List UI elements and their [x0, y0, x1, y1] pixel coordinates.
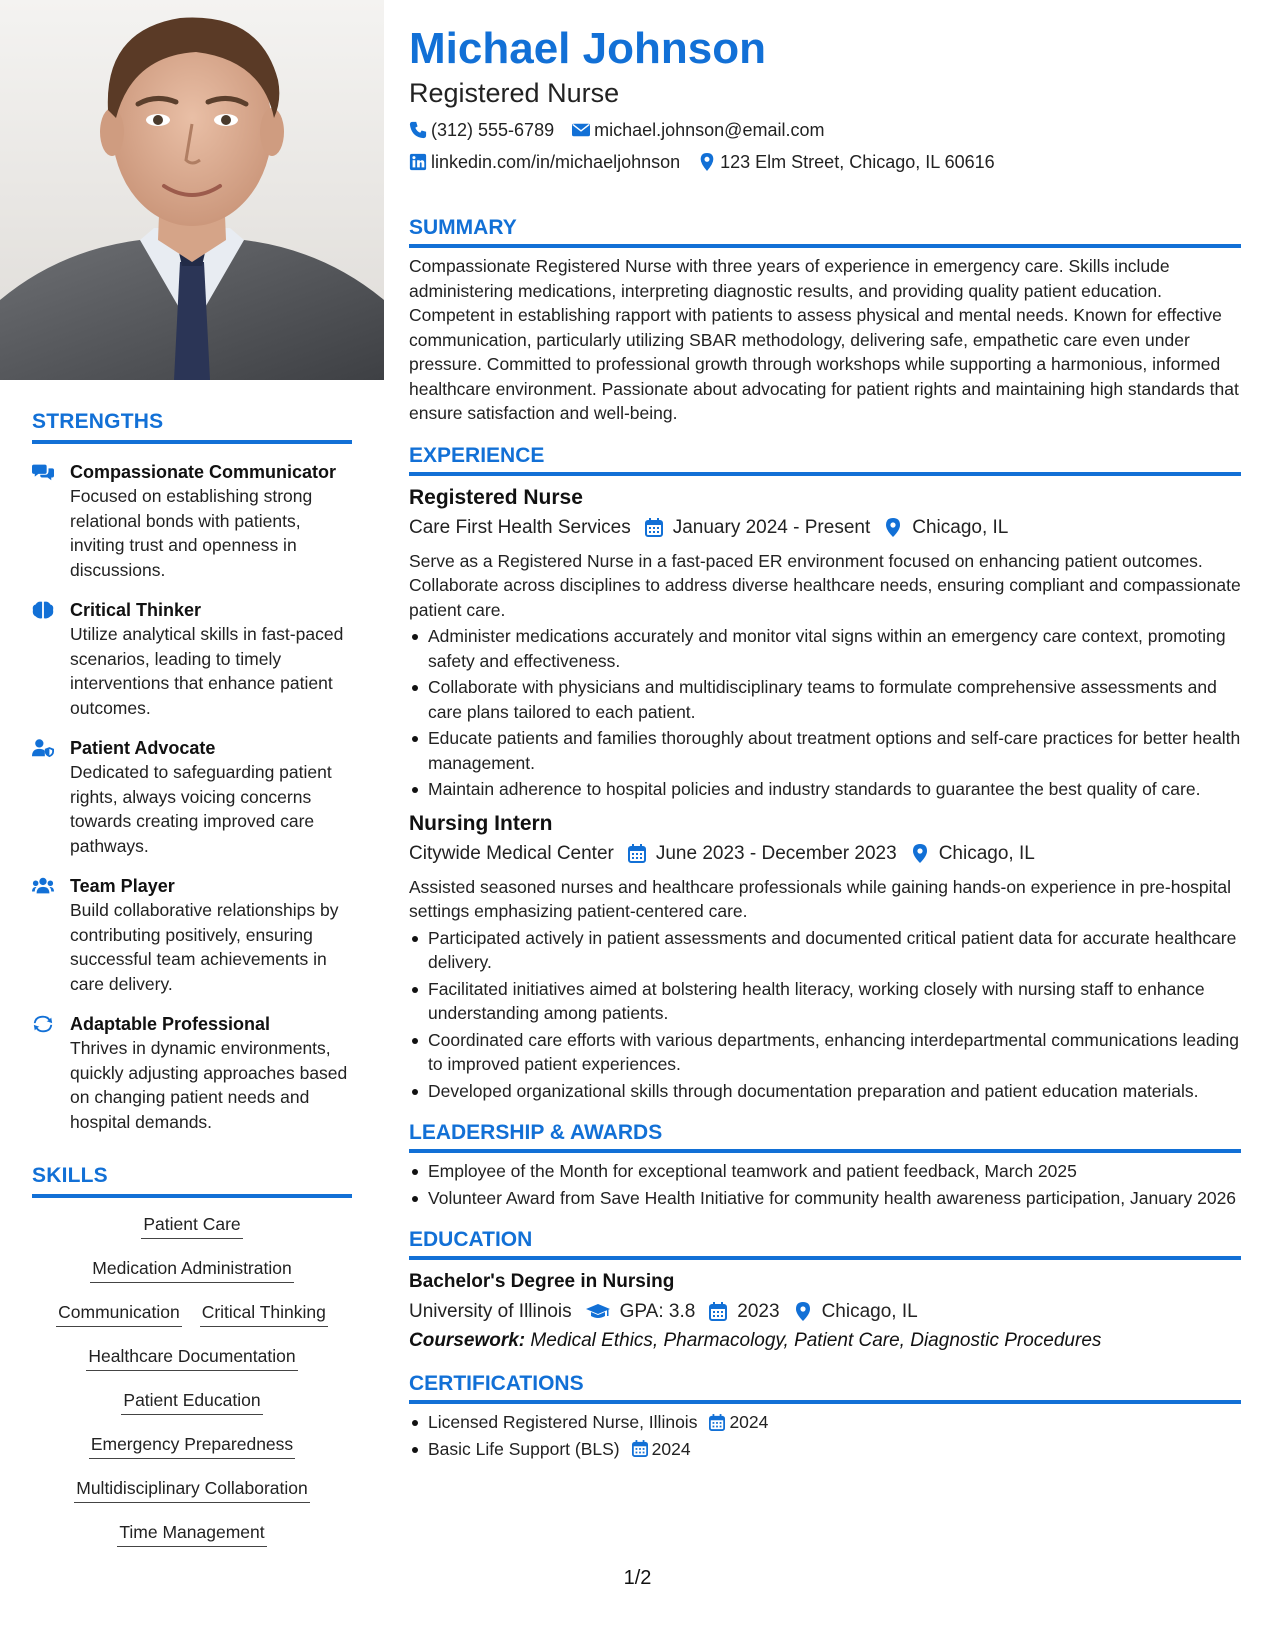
certification-name: Basic Life Support (BLS) [428, 1438, 620, 1459]
job-bullet: Collaborate with physicians and multidisciplinary teams to formulate comprehensive assessments and care plans tailored to each patient. [409, 675, 1241, 724]
skill-tag: Critical Thinking [200, 1300, 328, 1327]
map-pin-icon [698, 153, 716, 171]
job-dates: January 2024 - Present [672, 516, 871, 538]
skill-tag: Emergency Preparedness [89, 1432, 295, 1459]
job-meta [409, 514, 1241, 541]
education-meta [409, 1298, 1241, 1325]
calendar-icon [709, 1302, 727, 1321]
graduation-cap-icon [586, 1302, 610, 1321]
company-name: Care First Health Services [409, 516, 631, 538]
job-bullets [409, 624, 1241, 802]
certification-item [409, 1410, 1241, 1435]
job-bullet: Educate patients and families thoroughly about treatment options and self-care practices for better health management. [409, 726, 1241, 775]
strength-title: Team Player [70, 876, 175, 896]
job-meta [409, 840, 1241, 867]
job-dates: June 2023 - December 2023 [655, 842, 897, 864]
skill-tag: Multidisciplinary Collaboration [74, 1476, 310, 1503]
calendar-icon [709, 1414, 725, 1431]
company-name: Citywide Medical Center [409, 842, 614, 864]
envelope-icon [572, 121, 590, 139]
skills-list [32, 1212, 352, 1547]
left-column [32, 410, 352, 1564]
certification-name: Licensed Registered Nurse, Illinois [428, 1412, 698, 1432]
strengths-heading: STRENGTHS [32, 410, 352, 444]
job-entry [409, 484, 1241, 802]
summary-text: Compassionate Registered Nurse with three years of experience in emergency care. Skills include administering medications, interpreting diagnostic results, and providing quality patient education. Competent in establishing rapport with patients to assess physical and mental needs. Known for effective communication, particularly utilizing SBAR methodology, delivering safe, empathetic care even under pressure. Committed to professional growth through workshops while supporting a harmonious, informed healthcare environment. Passionate about advocating for patient rights and maintaining high standards that ensure satisfaction and well-being. [409, 256, 1239, 423]
calendar-icon [628, 844, 646, 863]
comments-icon [32, 460, 70, 582]
strength-item [32, 1012, 352, 1134]
leadership-list [409, 1159, 1241, 1210]
strength-desc: Dedicated to safeguarding patient rights, always voicing concerns towards creating improved care pathways. [70, 762, 332, 856]
strength-desc: Thrives in dynamic environments, quickly adjusting approaches based on changing patient needs and hospital demands. [70, 1038, 348, 1132]
calendar-icon [632, 1440, 648, 1457]
sync-icon [32, 1012, 70, 1134]
job-bullets [409, 926, 1241, 1104]
job-bullet: Facilitated initiatives aimed at bolstering health literacy, working closely with nursing staff to enhance understanding among patients. [409, 977, 1241, 1026]
leadership-item: Volunteer Award from Save Health Initiative for community health awareness participation, January 2026 [409, 1186, 1241, 1211]
skill-tag: Patient Care [141, 1212, 242, 1239]
map-pin-icon [884, 518, 902, 537]
school-name: University of Illinois [409, 1301, 572, 1322]
job-location: Chicago, IL [938, 842, 1035, 864]
summary-heading: SUMMARY [409, 216, 1241, 248]
phone-contact[interactable] [409, 118, 554, 142]
coursework-list: Medical Ethics, Pharmacology, Patient Care, Diagnostic Procedures [530, 1330, 1102, 1351]
strength-item [32, 736, 352, 858]
skills-heading: SKILLS [32, 1164, 352, 1198]
email-text: michael.johnson@email.com [594, 120, 825, 140]
profile-photo [0, 0, 384, 380]
job-bullet: Maintain adherence to hospital policies and industry standards to guarantee the best quality of care. [409, 777, 1241, 802]
graduation-year: 2023 [737, 1301, 780, 1322]
email-contact[interactable] [572, 118, 824, 142]
certification-year: 2024 [651, 1438, 691, 1459]
leadership-item: Employee of the Month for exceptional teamwork and patient feedback, March 2025 [409, 1159, 1241, 1184]
job-bullet: Developed organizational skills through documentation preparation and patient education materials. [409, 1079, 1241, 1104]
strength-desc: Build collaborative relationships by contributing positively, ensuring successful team achievements in care delivery. [70, 900, 339, 994]
candidate-role: Registered Nurse [409, 78, 620, 108]
candidate-name: Michael Johnson [409, 24, 766, 73]
gpa-text: GPA: 3.8 [619, 1301, 696, 1322]
linkedin-icon [409, 153, 427, 171]
map-pin-icon [911, 844, 929, 863]
skill-tag: Healthcare Documentation [86, 1344, 297, 1371]
strength-title: Adaptable Professional [70, 1014, 271, 1034]
degree-title: Bachelor's Degree in Nursing [409, 1271, 675, 1292]
right-column [409, 22, 1241, 1461]
calendar-icon [645, 518, 663, 537]
phone-icon [409, 121, 427, 139]
job-bullet: Coordinated care efforts with various departments, enhancing interdepartmental communications leading to improved patient experiences. [409, 1028, 1241, 1077]
strength-title: Critical Thinker [70, 600, 202, 620]
job-description: Serve as a Registered Nurse in a fast-paced ER environment focused on enhancing patient outcomes. Collaborate across disciplines to address diverse healthcare needs, ensuring compliant and compassionate patient care. [409, 550, 1241, 620]
contact-row [409, 118, 1241, 142]
experience-heading: EXPERIENCE [409, 444, 1241, 476]
map-pin-icon [794, 1302, 812, 1321]
education-heading: EDUCATION [409, 1228, 1241, 1260]
leadership-heading: LEADERSHIP & AWARDS [409, 1121, 1241, 1153]
job-entry [409, 810, 1241, 1104]
job-description: Assisted seasoned nurses and healthcare professionals while gaining hands-on experience in pre-hospital settings emphasizing patient-centered care. [409, 876, 1232, 921]
address-text: 123 Elm Street, Chicago, IL 60616 [720, 152, 995, 172]
job-title: Nursing Intern [409, 811, 553, 835]
skill-tag: Patient Education [121, 1388, 262, 1415]
brain-icon [32, 598, 70, 720]
skill-tag: Time Management [117, 1520, 266, 1547]
strength-title: Patient Advocate [70, 738, 216, 758]
strength-item [32, 874, 352, 996]
strength-title: Compassionate Communicator [70, 462, 337, 482]
certification-year: 2024 [729, 1412, 769, 1432]
phone-text: (312) 555-6789 [431, 120, 555, 140]
users-icon [32, 874, 70, 996]
certification-item [409, 1437, 1241, 1462]
certifications-list [409, 1410, 1241, 1461]
job-location: Chicago, IL [912, 516, 1009, 538]
address-contact [698, 150, 995, 174]
certifications-heading: CERTIFICATIONS [409, 1372, 1241, 1404]
skill-tag: Communication [56, 1300, 182, 1327]
job-bullet: Participated actively in patient assessments and documented critical patient data for accurate healthcare delivery. [409, 926, 1241, 975]
skill-tag: Medication Administration [90, 1256, 293, 1283]
education-location: Chicago, IL [821, 1301, 918, 1322]
strength-item [32, 598, 352, 720]
job-title: Registered Nurse [409, 485, 583, 509]
strength-item [32, 460, 352, 582]
contact-row [409, 150, 1241, 174]
job-bullet: Administer medications accurately and monitor vital signs within an emergency care context, promoting safety and effectiveness. [409, 624, 1241, 673]
linkedin-text: linkedin.com/in/michaeljohnson [431, 152, 681, 172]
page-number: 1/2 [623, 1567, 652, 1589]
strength-desc: Focused on establishing strong relational bonds with patients, inviting trust and openness in discussions. [70, 486, 313, 580]
coursework [409, 1327, 1241, 1354]
linkedin-contact[interactable] [409, 150, 680, 174]
strength-desc: Utilize analytical skills in fast-paced scenarios, leading to timely interventions that enhance patient outcomes. [70, 624, 344, 718]
coursework-label: Coursework: [409, 1330, 526, 1351]
user-shield-icon [32, 736, 70, 858]
